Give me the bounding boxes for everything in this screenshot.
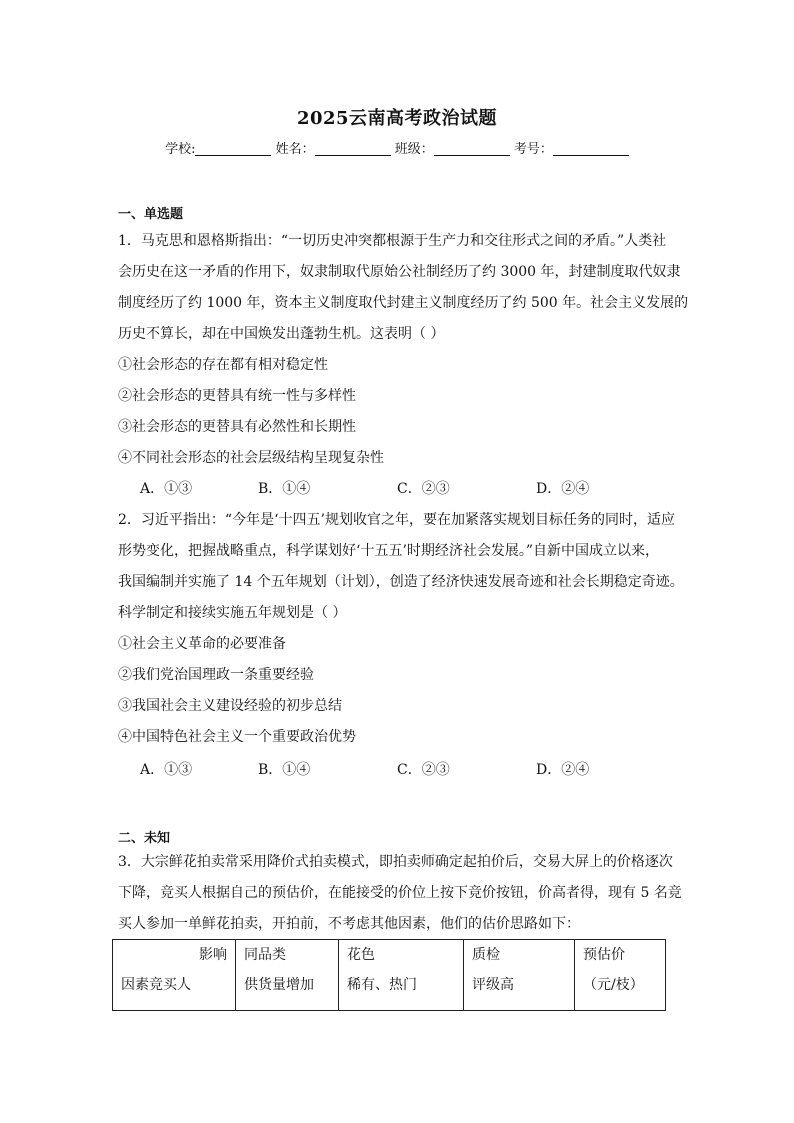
- estimate-table: [112, 939, 666, 1011]
- question-2-statement: ④中国特色社会主义一个重要政治优势: [118, 729, 356, 745]
- question-1-statement: ④不同社会形态的社会层级结构呈现复杂性: [118, 450, 384, 466]
- question-3-line: 下降，竞买人根据自己的预估价，在能接受的价位上按下竞价按钮，价高者得，现有 5 名竞: [118, 885, 682, 901]
- option-a[interactable]: A．①③: [140, 762, 193, 778]
- cell-text: 质检: [472, 947, 500, 963]
- question-1-statement: ②社会形态的更替具有统一性与多样性: [118, 388, 356, 404]
- question-3-line: 3．大宗鲜花拍卖常采用降价式拍卖模式，即拍卖师确定起拍价后，交易大屏上的价格逐次: [118, 854, 673, 870]
- table-cell: [236, 940, 339, 1011]
- option-c[interactable]: C．②③: [397, 481, 450, 497]
- question-1-statement: ③社会形态的更替具有必然性和长期性: [118, 419, 356, 435]
- class-blank[interactable]: [434, 141, 510, 156]
- question-1-line: 会历史在这一矛盾的作用下，奴隶制取代原始公社制经历了约 3000 年，封建制度取代奴隶: [118, 264, 681, 280]
- class-label: 班级：: [394, 142, 434, 157]
- page-title: 2025云南高考政治试题: [296, 108, 498, 129]
- question-2-line: 我国编制并实施了 14 个五年规划（计划），创造了经济快速发展奇迹和社会长期稳定奇迹。: [118, 574, 684, 590]
- cell-text: 花色: [347, 947, 375, 963]
- question-1-statement: ①社会形态的存在都有相对稳定性: [118, 357, 328, 373]
- question-1-line: 制度经历了约 1000 年，资本主义制度取代封建主义制度经历了约 500 年。社会主义发展的: [118, 295, 689, 311]
- school-blank[interactable]: [195, 141, 271, 156]
- cell-text: 同品类: [244, 947, 286, 963]
- question-2-line: 2．习近平指出：“今年是‘十四五’规划收官之年，要在加紧落实规划目标任务的同时，适应: [118, 512, 675, 528]
- question-3-line: 买人参加一单鲜花拍卖，开拍前，不考虑其他因素，他们的估价思路如下：: [118, 916, 580, 932]
- school-label: 学校:: [165, 142, 196, 157]
- option-b[interactable]: B．①④: [258, 481, 311, 497]
- question-2-statement: ②我们党治国理政一条重要经验: [118, 667, 314, 683]
- option-d[interactable]: D．②④: [536, 762, 590, 778]
- question-1-line: 历史不算长，却在中国焕发出蓬勃生机。这表明（ ）: [118, 326, 445, 342]
- cell-text: 稀有、热门: [347, 977, 417, 993]
- option-b[interactable]: B．①④: [258, 762, 311, 778]
- cell-text: 影响: [199, 947, 227, 963]
- name-label: 姓名：: [275, 142, 315, 157]
- section-heading-unknown: 二、未知: [118, 831, 171, 846]
- table-header-row: [113, 940, 666, 1011]
- number-blank[interactable]: [553, 141, 629, 156]
- table-cell: [113, 940, 236, 1011]
- question-2-statement: ③我国社会主义建设经验的初步总结: [118, 698, 342, 714]
- question-1-line: 1．马克思和恩格斯指出：“一切历史冲突都根源于生产力和交往形式之间的矛盾。”人类社: [118, 233, 667, 249]
- table-cell: [339, 940, 464, 1011]
- option-c[interactable]: C．②③: [397, 762, 450, 778]
- student-info-row: [0, 138, 794, 157]
- name-blank[interactable]: [315, 141, 391, 156]
- cell-text: （元/枝）: [583, 977, 644, 993]
- number-label: 考号：: [513, 142, 553, 157]
- section-heading-single-choice: 一、单选题: [118, 207, 184, 222]
- cell-text: 因素竞买人: [121, 977, 191, 993]
- question-2-line: 形势变化，把握战略重点，科学谋划好‘十五五’时期经济社会发展。”自新中国成立以来，: [118, 543, 660, 559]
- option-d[interactable]: D．②④: [536, 481, 590, 497]
- cell-text: 供货量增加: [244, 977, 314, 993]
- table-cell: [464, 940, 575, 1011]
- question-2-statement: ①社会主义革命的必要准备: [118, 636, 286, 652]
- option-a[interactable]: A．①③: [140, 481, 193, 497]
- question-2-line: 科学制定和接续实施五年规划是（ ）: [118, 605, 347, 621]
- cell-text: 预估价: [583, 947, 625, 963]
- cell-text: 评级高: [472, 977, 514, 993]
- table-cell: [575, 940, 666, 1011]
